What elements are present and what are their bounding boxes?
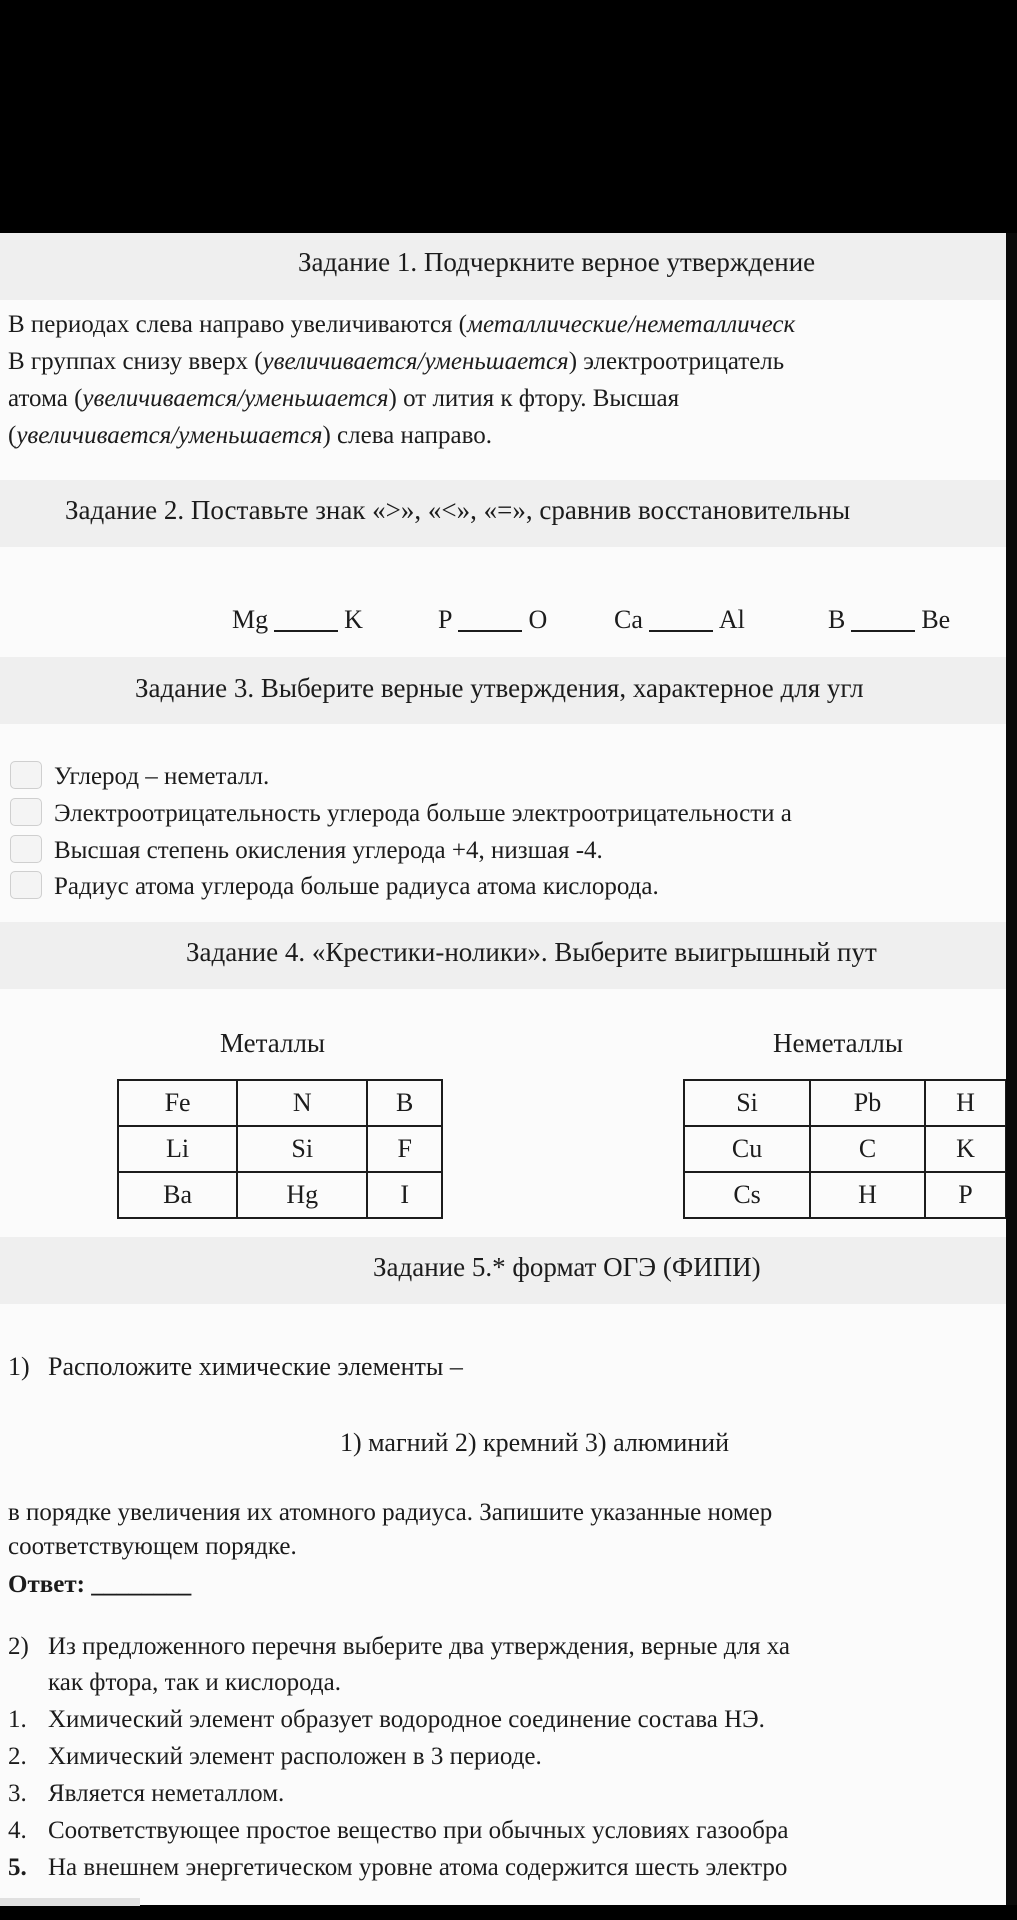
answer-line: Ответ: ________ <box>8 1571 192 1598</box>
q2-option-3[interactable]: 3. Является неметаллом. <box>8 1780 285 1807</box>
compare-pair-1: Mg K <box>232 605 363 634</box>
answer-blank[interactable] <box>458 629 522 632</box>
grid-cell[interactable]: B <box>367 1080 442 1126</box>
answer-field[interactable]: ________ <box>91 1571 192 1598</box>
grid-cell[interactable]: Fe <box>118 1080 237 1126</box>
task3-option-4[interactable]: Радиус атома углерода больше радиуса атома кислорода. <box>10 871 659 901</box>
grid-cell[interactable]: Hg <box>237 1172 367 1218</box>
grid-cell[interactable]: N <box>237 1080 367 1126</box>
grid-cell[interactable]: P <box>925 1172 1006 1218</box>
q2-prompt: 2) Из предложенного перечня выберите два утверждения, верные для ха <box>8 1633 791 1660</box>
task3-option-1[interactable]: Углерод – неметалл. <box>10 761 269 791</box>
task1-line-2: В группах снизу вверх (увеличивается/уменьшается) электроотрицатель <box>8 348 785 375</box>
task1-line-3: атома (увеличивается/уменьшается) от лития к фтору. Высшая <box>8 385 680 412</box>
page-bottom-edge <box>0 1898 140 1906</box>
task3-title: Задание 3. Выберите верные утверждения, характерное для угл <box>135 673 864 703</box>
worksheet-page <box>0 233 1006 1905</box>
task3-option-2[interactable]: Электроотрицательность углерода больше электроотрицательности а <box>10 798 792 828</box>
nonmetals-caption: Неметаллы <box>773 1028 903 1058</box>
grid-cell[interactable]: H <box>810 1172 925 1218</box>
q1-prompt: 1) Расположите химические элементы – <box>8 1352 463 1381</box>
q1-elements: 1) магний 2) кремний 3) алюминий <box>340 1428 729 1457</box>
grid-cell[interactable]: Li <box>118 1126 237 1172</box>
answer-blank[interactable] <box>649 629 713 632</box>
q2-option-4[interactable]: 4. Соответствующее простое вещество при обычных условиях газообра <box>8 1817 789 1844</box>
grid-cell[interactable]: Pb <box>810 1080 925 1126</box>
grid-cell[interactable]: F <box>367 1126 442 1172</box>
grid-cell[interactable]: Ba <box>118 1172 237 1218</box>
task1-title: Задание 1. Подчеркните верное утверждение <box>298 247 816 277</box>
grid-cell[interactable]: H <box>925 1080 1006 1126</box>
task1-line-4: (увеличивается/уменьшается) слева направо. <box>8 422 493 449</box>
grid-cell[interactable]: Si <box>684 1080 810 1126</box>
compare-pair-2: P O <box>438 605 548 634</box>
task2-title: Задание 2. Поставьте знак «>», «<», «=», сравнив восстановительны <box>65 495 851 525</box>
task3-option-3[interactable]: Высшая степень окисления углерода +4, низшая -4. <box>10 835 603 865</box>
grid-cell[interactable]: Cs <box>684 1172 810 1218</box>
grid-cell[interactable]: Cu <box>684 1126 810 1172</box>
checkbox[interactable] <box>10 798 42 826</box>
task1-line-1: В периодах слева направо увеличиваются (металлические/неметаллическ <box>8 311 796 338</box>
q2-prompt-line-2: как фтора, так и кислорода. <box>48 1669 341 1696</box>
compare-pair-4: B Be <box>828 605 951 634</box>
answer-blank[interactable] <box>274 629 338 632</box>
checkbox[interactable] <box>10 835 42 863</box>
nonmetals-grid <box>683 1079 1006 1219</box>
q2-option-5[interactable]: 5. На внешнем энергетическом уровне атома содержится шесть электро <box>8 1854 788 1881</box>
grid-cell[interactable]: C <box>810 1126 925 1172</box>
checkbox[interactable] <box>10 871 42 899</box>
q2-option-2[interactable]: 2. Химический элемент расположен в 3 периоде. <box>8 1743 542 1770</box>
task5-title: Задание 5.* формат ОГЭ (ФИПИ) <box>373 1252 761 1282</box>
q2-option-1[interactable]: 1. Химический элемент образует водородное соединение состава НЭ. <box>8 1706 765 1733</box>
task4-title: Задание 4. «Крестики-нолики». Выберите выигрышный пут <box>186 937 877 967</box>
answer-blank[interactable] <box>851 629 915 632</box>
q1-line-2: в порядке увеличения их атомного радиуса. Запишите указанные номер <box>8 1499 773 1526</box>
metals-caption: Металлы <box>220 1028 326 1058</box>
grid-cell[interactable]: I <box>367 1172 442 1218</box>
page-edge-shadow <box>1006 233 1017 1905</box>
compare-pair-3: Ca Al <box>614 605 745 634</box>
grid-cell[interactable]: K <box>925 1126 1006 1172</box>
checkbox[interactable] <box>10 761 42 789</box>
grid-cell[interactable]: Si <box>237 1126 367 1172</box>
metals-grid <box>117 1079 443 1219</box>
q1-line-3: соответствующем порядке. <box>8 1533 297 1560</box>
